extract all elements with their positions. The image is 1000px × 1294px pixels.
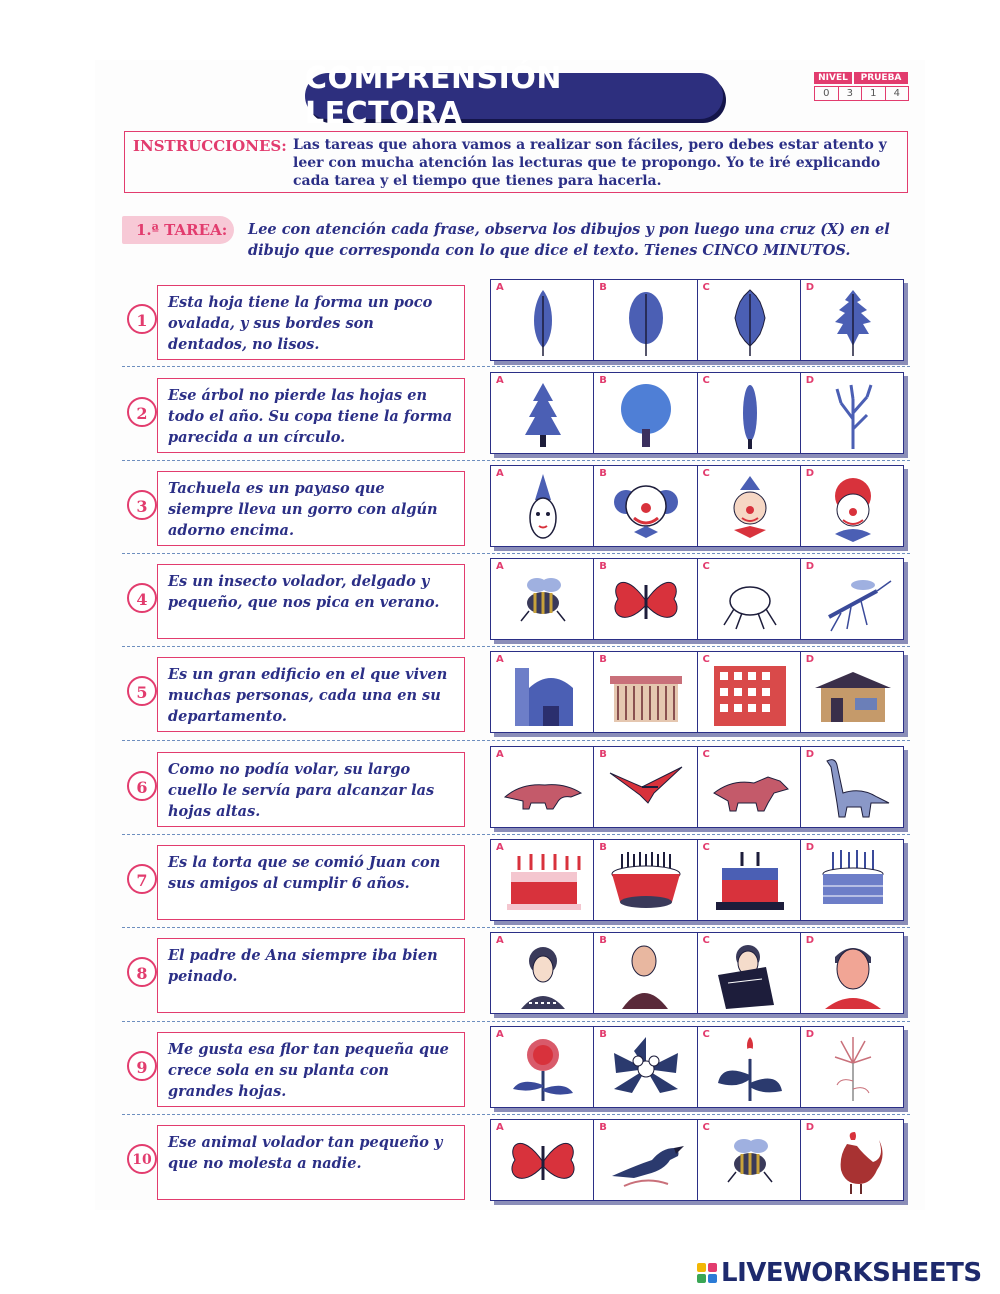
option-letter: A — [496, 654, 504, 665]
answer-option-c[interactable] — [698, 652, 801, 732]
answer-option-a[interactable] — [491, 466, 594, 546]
question-text: Es la torta que se comió Juan con sus amigos al cumplir 6 años. — [157, 845, 465, 920]
question-text: Tachuela es un payaso que siempre lleva un gorro con algún adorno encima. — [157, 471, 465, 546]
question-number: 9 — [127, 1051, 157, 1081]
answer-option-d[interactable] — [801, 840, 903, 920]
option-letter: D — [805, 842, 815, 853]
row-divider — [122, 834, 910, 835]
option-letter: C — [702, 1122, 710, 1133]
option-letter: A — [496, 935, 504, 946]
option-letter: D — [805, 1122, 815, 1133]
option-letter: D — [805, 561, 815, 572]
answer-option-a[interactable] — [491, 747, 594, 827]
option-letter: B — [599, 842, 607, 853]
question-row — [122, 465, 912, 551]
answer-option-d[interactable] — [801, 466, 903, 546]
answer-option-a[interactable] — [491, 840, 594, 920]
question-text: Ese árbol no pierde las hojas en todo el año. Su copa tiene la forma parecida a un círculo. — [157, 378, 465, 453]
option-letter: D — [805, 1029, 815, 1040]
prueba-label: PRUEBA — [854, 72, 908, 84]
option-letter: C — [702, 468, 710, 479]
option-letter: B — [599, 654, 607, 665]
option-letter: B — [599, 375, 607, 386]
answer-options — [490, 279, 904, 361]
option-letter: D — [805, 468, 815, 479]
question-row — [122, 932, 912, 1018]
nivel-prueba-box — [814, 72, 908, 101]
answer-options — [490, 465, 904, 547]
question-number: 2 — [127, 397, 157, 427]
answer-option-b[interactable] — [594, 280, 697, 360]
option-letter: B — [599, 561, 607, 572]
question-number: 5 — [127, 676, 157, 706]
logo-mark-icon — [697, 1263, 717, 1283]
answer-option-c[interactable] — [698, 373, 801, 453]
answer-options — [490, 1119, 904, 1201]
answer-option-c[interactable] — [698, 559, 801, 639]
answer-option-c[interactable] — [698, 840, 801, 920]
answer-option-d[interactable] — [801, 559, 903, 639]
prueba-cell: 4 — [885, 86, 910, 101]
answer-option-c[interactable] — [698, 466, 801, 546]
question-text: Es un insecto volador, delgado y pequeño, que nos pica en verano. — [157, 564, 465, 639]
answer-option-b[interactable] — [594, 933, 697, 1013]
option-letter: C — [702, 1029, 710, 1040]
row-divider — [122, 553, 910, 554]
answer-option-d[interactable] — [801, 373, 903, 453]
answer-option-d[interactable] — [801, 747, 903, 827]
answer-option-a[interactable] — [491, 280, 594, 360]
question-row — [122, 372, 912, 458]
question-row — [122, 839, 912, 925]
instructions-text: Las tareas que ahora vamos a realizar son fáciles, pero debes estar atento y leer con mucha atención las lecturas que te propongo. Yo te iré explicando cada tarea y el tiempo que tienes para hacerla. — [293, 137, 887, 189]
option-letter: D — [805, 282, 815, 293]
answer-option-c[interactable] — [698, 1120, 801, 1200]
logo-text: LIVEWORKSHEETS — [721, 1258, 982, 1288]
nivel-cell: 0 — [814, 86, 839, 101]
question-text: Esta hoja tiene la forma un poco ovalada, y sus bordes son dentados, no lisos. — [157, 285, 465, 360]
answer-option-d[interactable] — [801, 280, 903, 360]
nivel-label: NIVEL — [814, 72, 852, 84]
question-text: Como no podía volar, su largo cuello le servía para alcanzar las hojas altas. — [157, 752, 465, 827]
option-letter: C — [702, 654, 710, 665]
row-divider — [122, 366, 910, 367]
question-number: 10 — [127, 1144, 157, 1174]
option-letter: B — [599, 935, 607, 946]
option-letter: C — [702, 561, 710, 572]
option-letter: A — [496, 282, 504, 293]
answer-options — [490, 746, 904, 828]
row-divider — [122, 1021, 910, 1022]
option-letter: C — [702, 749, 710, 760]
option-letter: B — [599, 468, 607, 479]
question-row — [122, 1026, 912, 1112]
row-divider — [122, 460, 910, 461]
question-row — [122, 1119, 912, 1205]
option-letter: A — [496, 1029, 504, 1040]
option-letter: A — [496, 561, 504, 572]
answer-options — [490, 651, 904, 733]
question-text: El padre de Ana siempre iba bien peinado. — [157, 938, 465, 1013]
question-number: 3 — [127, 490, 157, 520]
answer-options — [490, 1026, 904, 1108]
question-number: 1 — [127, 304, 157, 334]
answer-option-a[interactable] — [491, 373, 594, 453]
question-row — [122, 651, 912, 737]
option-letter: C — [702, 935, 710, 946]
answer-option-b[interactable] — [594, 1120, 697, 1200]
answer-option-a[interactable] — [491, 1027, 594, 1107]
answer-option-a[interactable] — [491, 652, 594, 732]
answer-option-c[interactable] — [698, 747, 801, 827]
answer-option-b[interactable] — [594, 559, 697, 639]
answer-options — [490, 558, 904, 640]
answer-option-c[interactable] — [698, 933, 801, 1013]
question-row — [122, 746, 912, 832]
answer-option-b[interactable] — [594, 747, 697, 827]
option-letter: D — [805, 749, 815, 760]
answer-option-b[interactable] — [594, 373, 697, 453]
row-divider — [122, 740, 910, 741]
option-letter: B — [599, 282, 607, 293]
answer-option-c[interactable] — [698, 280, 801, 360]
question-row — [122, 558, 912, 644]
liveworksheets-logo — [697, 1258, 982, 1288]
option-letter: D — [805, 654, 815, 665]
option-letter: D — [805, 375, 815, 386]
option-letter: B — [599, 1122, 607, 1133]
answer-option-d[interactable] — [801, 1027, 903, 1107]
row-divider — [122, 646, 910, 647]
answer-option-d[interactable] — [801, 1120, 903, 1200]
question-number: 6 — [127, 771, 157, 801]
question-number: 4 — [127, 583, 157, 613]
answer-options — [490, 932, 904, 1014]
option-letter: D — [805, 935, 815, 946]
answer-option-a[interactable] — [491, 933, 594, 1013]
answer-option-d[interactable] — [801, 933, 903, 1013]
option-letter: A — [496, 468, 504, 479]
row-divider — [122, 927, 910, 928]
row-divider — [122, 1114, 910, 1115]
question-number: 7 — [127, 864, 157, 894]
answer-option-b[interactable] — [594, 1027, 697, 1107]
answer-options — [490, 839, 904, 921]
option-letter: A — [496, 375, 504, 386]
question-row — [122, 279, 912, 365]
option-letter: C — [702, 842, 710, 853]
option-letter: A — [496, 749, 504, 760]
option-letter: A — [496, 1122, 504, 1133]
answer-option-b[interactable] — [594, 466, 697, 546]
nivel-cell: 3 — [838, 86, 863, 101]
question-number: 8 — [127, 957, 157, 987]
prueba-cell: 1 — [861, 86, 886, 101]
answer-option-b[interactable] — [594, 652, 697, 732]
option-letter: A — [496, 842, 504, 853]
question-text: Ese animal volador tan pequeño y que no molesta a nadie. — [157, 1125, 465, 1200]
answer-option-c[interactable] — [698, 1027, 801, 1107]
answer-option-d[interactable] — [801, 652, 903, 732]
answer-option-b[interactable] — [594, 840, 697, 920]
instructions-box — [124, 131, 908, 193]
question-text: Me gusta esa flor tan pequeña que crece sola en su planta con grandes hojas. — [157, 1032, 465, 1107]
option-letter: B — [599, 749, 607, 760]
answer-option-a[interactable] — [491, 559, 594, 639]
option-letter: B — [599, 1029, 607, 1040]
instructions-label: INSTRUCCIONES: — [133, 137, 287, 155]
option-letter: C — [702, 375, 710, 386]
question-text: Es un gran edificio en el que viven muchas personas, cada una en su departamento. — [157, 657, 465, 732]
option-letter: C — [702, 282, 710, 293]
page-title: COMPRENSIÓN LECTORA — [305, 73, 723, 119]
task-label: 1.ª TAREA: — [122, 216, 234, 244]
answer-option-a[interactable] — [491, 1120, 594, 1200]
answer-options — [490, 372, 904, 454]
task-text: Lee con atención cada frase, observa los dibujos y pon luego una cruz (X) en el dibujo que corresponda con lo que dice el texto. Tienes CINCO MINUTOS. — [248, 221, 890, 259]
